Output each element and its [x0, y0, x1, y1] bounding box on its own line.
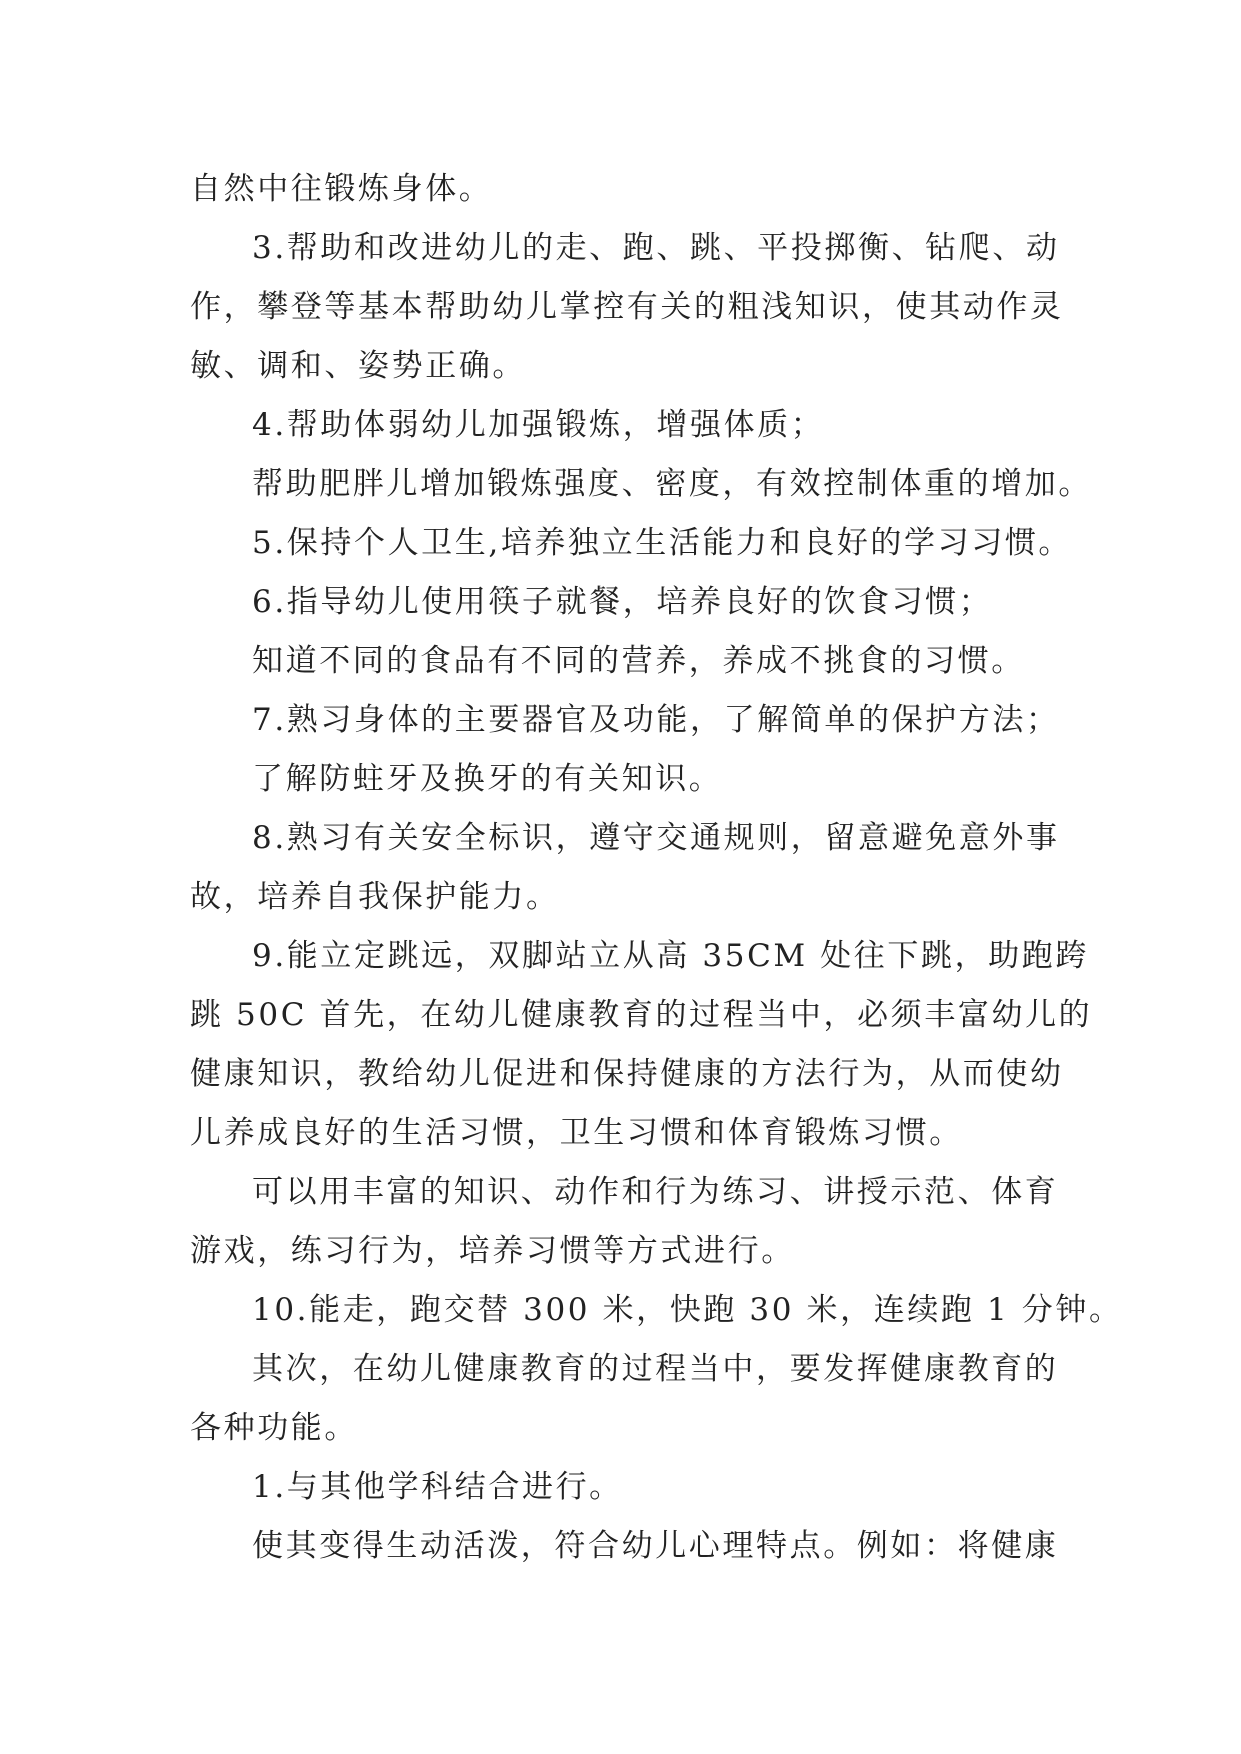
text-line: 10.能走，跑交替 300 米，快跑 30 米，连续跑 1 分钟。 [252, 1292, 1123, 1328]
document-body [190, 160, 1123, 1576]
text-line: 6.指导幼儿使用筷子就餐，培养良好的饮食习惯； [252, 584, 993, 620]
text-line: 敏、调和、姿势正确。 [190, 348, 526, 384]
text-line: 3.帮助和改进幼儿的走、跑、跳、平投掷衡、钻爬、动 [252, 230, 1060, 266]
text-line: 健康知识，教给幼儿促进和保持健康的方法行为，从而使幼 [190, 1056, 1064, 1092]
text-line: 使其变得生动活泼，符合幼儿心理特点。例如：将健康 [252, 1528, 1059, 1564]
text-line: 自然中往锻炼身体。 [190, 171, 493, 207]
text-line: 其次，在幼儿健康教育的过程当中，要发挥健康教育的 [252, 1351, 1059, 1387]
text-line: 1.与其他学科结合进行。 [252, 1469, 623, 1505]
text-line: 游戏，练习行为，培养习惯等方式进行。 [190, 1233, 795, 1269]
text-line: 4.帮助体弱幼儿加强锻炼，增强体质； [252, 407, 825, 443]
text-line: 5.保持个人卫生,培养独立生活能力和良好的学习习惯。 [252, 525, 1073, 561]
text-line: 可以用丰富的知识、动作和行为练习、讲授示范、体育 [252, 1174, 1059, 1210]
text-line: 8.熟习有关安全标识，遵守交通规则，留意避免意外事 [252, 820, 1060, 856]
text-line: 了解防蛀牙及换牙的有关知识。 [252, 761, 723, 797]
text-line: 知道不同的食品有不同的营养，养成不挑食的习惯。 [252, 643, 1025, 679]
text-line: 各种功能。 [190, 1410, 358, 1446]
text-line: 跳 50C 首先，在幼儿健康教育的过程当中，必须丰富幼儿的 [190, 997, 1093, 1033]
text-line: 9.能立定跳远，双脚站立从高 35CM 处往下跳，助跑跨 [252, 938, 1089, 974]
text-line: 儿养成良好的生活习惯，卫生习惯和体育锻炼习惯。 [190, 1115, 963, 1151]
text-line: 7.熟习身体的主要器官及功能，了解简单的保护方法； [252, 702, 1060, 738]
text-line: 故，培养自我保护能力。 [190, 879, 560, 915]
text-line: 作，攀登等基本帮助幼儿掌控有关的粗浅知识，使其动作灵 [190, 289, 1064, 325]
text-line: 帮助肥胖儿增加锻炼强度、密度，有效控制体重的增加。 [252, 466, 1092, 502]
